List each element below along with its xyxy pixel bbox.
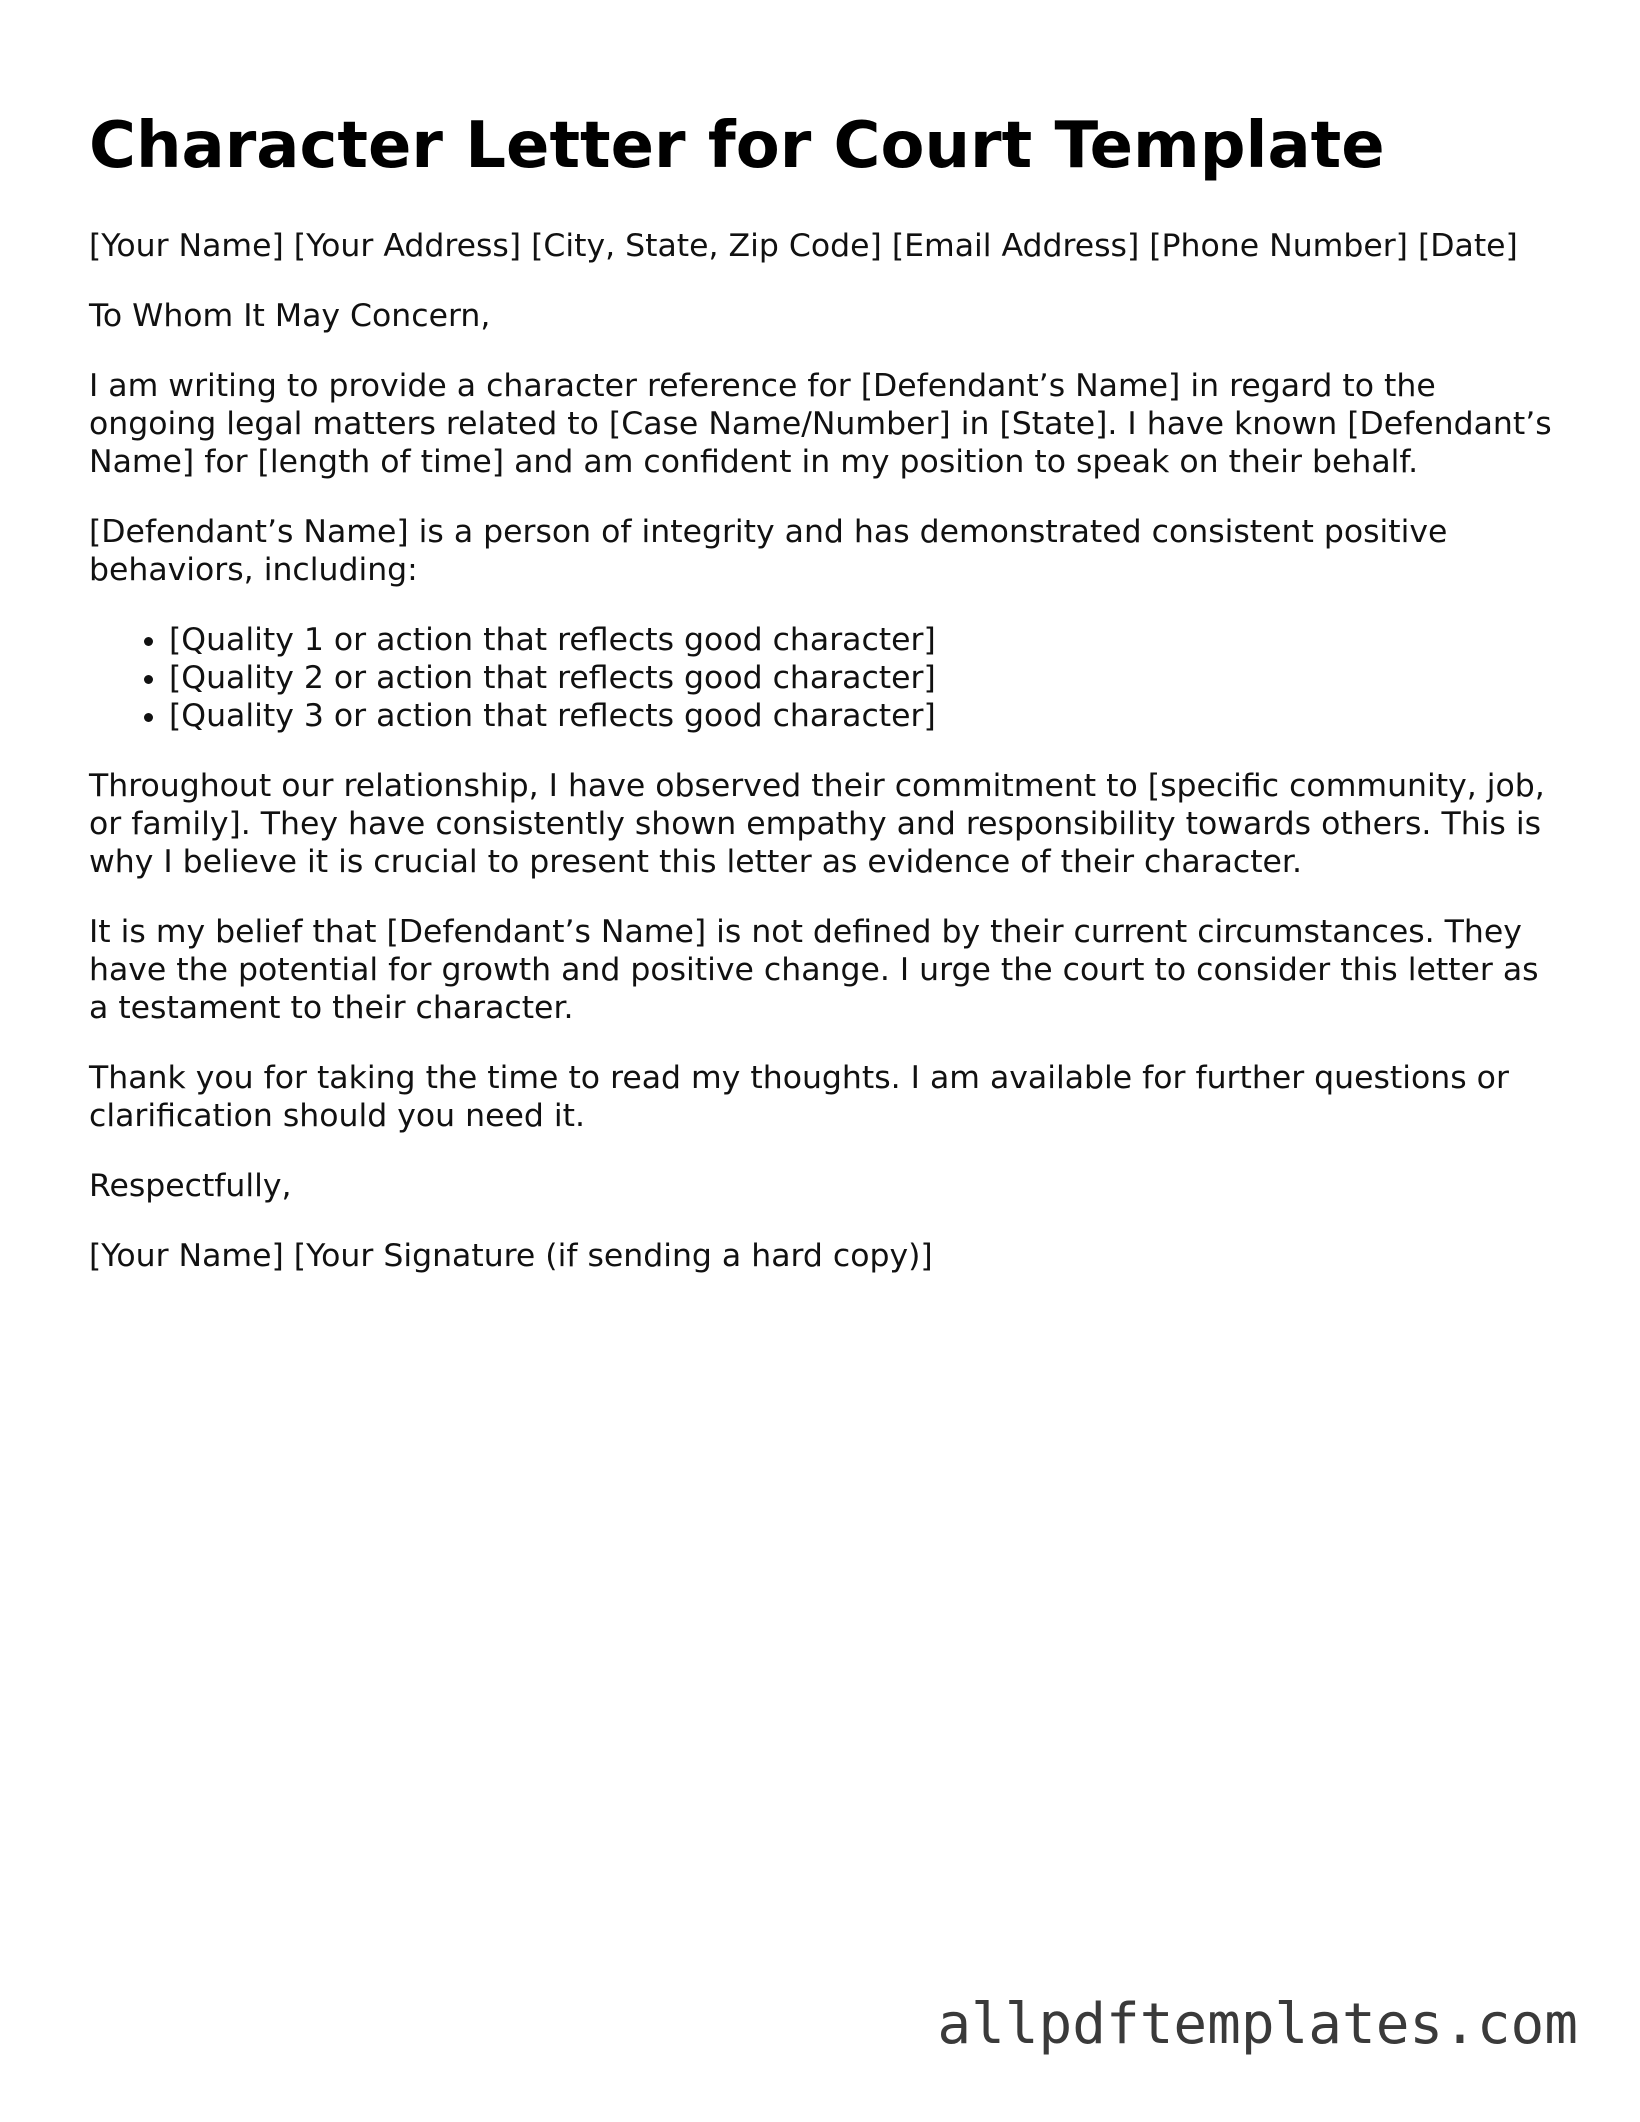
list-item: • [Quality 1 or action that reflects good character] (169, 621, 1559, 659)
relationship-paragraph: Throughout our relationship, I have observed their commitment to [specific community, job, or family]. They have consistently shown empathy and responsibility towards others. This is why I believe it is crucial to present this letter as evidence of their character. (89, 768, 1545, 880)
document-title: Character Letter for Court Template (89, 109, 1385, 183)
letter-page (89, 108, 1559, 1307)
belief-paragraph: It is my belief that [Defendant’s Name] is not defined by their current circumstances. They have the potential for growth and positive change. I urge the court to consider this letter as a testament to their character. (89, 914, 1539, 1026)
signature-line: [Your Name] [Your Signature (if sending a hard copy)] (89, 1238, 933, 1274)
integrity-paragraph: [Defendant’s Name] is a person of integrity and has demonstrated consistent positive behaviors, including: (89, 514, 1448, 588)
watermark: allpdftemplates.com (937, 1992, 1578, 2057)
list-item: • [Quality 3 or action that reflects good character] (169, 697, 1559, 735)
qualities-list (89, 621, 1559, 735)
thanks-paragraph: Thank you for taking the time to read my thoughts. I am available for further questions or clarification should you need it. (89, 1060, 1509, 1134)
salutation: To Whom It May Concern, (89, 298, 491, 334)
sender-header-line: [Your Name] [Your Address] [City, State, Zip Code] [Email Address] [Phone Number] [Date] (89, 228, 1518, 264)
closing: Respectfully, (89, 1168, 292, 1204)
intro-paragraph: I am writing to provide a character reference for [Defendant’s Name] in regard to the ongoing legal matters related to [Case Name/Number] in [State]. I have known [Defendant’s Name] for [length of time] and am confident in my position to speak on their behalf. (89, 368, 1552, 480)
list-item: • [Quality 2 or action that reflects good character] (169, 659, 1559, 697)
